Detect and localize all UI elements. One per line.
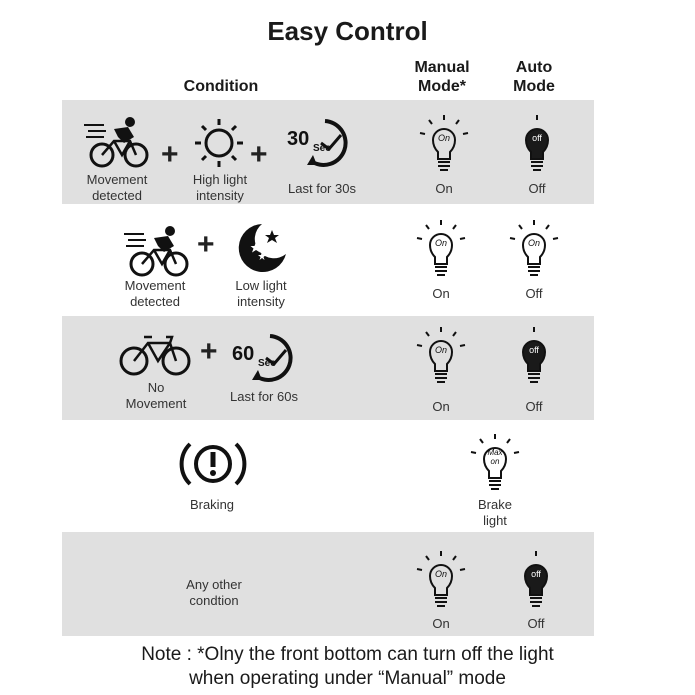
label-last-30s: Last for 30s — [288, 181, 356, 196]
bulb-icon — [505, 325, 563, 389]
timer-value: 60 — [232, 343, 255, 365]
label-no-movement: No Movement — [125, 380, 187, 411]
bulb-icon — [505, 218, 563, 282]
header-auto-line2: Mode — [513, 78, 555, 95]
bulb-text: off — [532, 133, 542, 143]
brake-light-state — [465, 497, 525, 529]
bulb-text: On — [437, 133, 451, 143]
bulb-icon — [412, 218, 470, 282]
header-manual-line1: Manual — [414, 59, 470, 76]
label-last-60s: Last for 60s — [230, 389, 298, 404]
cyclist-icon — [84, 115, 152, 169]
moon-stars-icon — [232, 220, 288, 274]
plus-sign: + — [250, 138, 268, 171]
manual-state: On — [432, 616, 450, 631]
brake-light-line1: Brake — [478, 497, 512, 512]
brake-warning-icon — [178, 436, 248, 492]
page-title: Easy Control — [267, 16, 428, 46]
bulb-icon — [412, 549, 470, 613]
label-any-other-line2: condtion — [189, 593, 239, 608]
auto-state: Off — [525, 399, 543, 414]
bulb-text: On — [434, 238, 448, 248]
sun-icon — [193, 117, 245, 169]
bulb-text: On — [527, 238, 541, 248]
label-movement-detected: Movement detected — [124, 278, 186, 309]
label-low-light: Low light intensity — [235, 278, 287, 309]
label-any-other-condition — [172, 577, 256, 609]
auto-state: Off — [525, 286, 543, 301]
plus-sign: + — [200, 335, 218, 368]
bulb-icon — [507, 549, 565, 613]
bulb-icon — [412, 325, 470, 389]
bulb-text-max: Max — [487, 448, 503, 457]
timer-unit: Sec — [258, 358, 276, 369]
bicycle-icon — [118, 333, 192, 379]
bulb-icon — [415, 113, 473, 177]
bulb-text: On — [434, 345, 448, 355]
bulb-icon — [508, 113, 566, 177]
header-manual-line2: Mode* — [418, 78, 466, 95]
bulb-icon — [466, 432, 524, 496]
label-high-light: High light intensity — [192, 172, 248, 203]
timer-icon — [285, 115, 355, 171]
plus-sign: + — [197, 228, 215, 261]
footnote-line2: when operating under “Manual” mode — [189, 668, 506, 689]
label-any-other-line1: Any other — [186, 577, 242, 592]
timer-value: 30 — [287, 128, 310, 150]
timer-unit: Sec — [313, 143, 331, 154]
plus-sign: + — [161, 138, 179, 171]
bulb-text: On — [434, 569, 448, 579]
label-braking: Braking — [189, 497, 235, 512]
header-auto-line1: Auto — [515, 59, 553, 76]
manual-state: On — [435, 181, 453, 196]
auto-state: Off — [528, 181, 546, 196]
header-auto-mode — [494, 58, 574, 96]
footnote-line1: Note : *Olny the front bottom can turn off the light — [141, 644, 554, 665]
header-condition: Condition — [183, 78, 259, 95]
brake-light-line2: light — [483, 513, 507, 528]
timer-icon — [230, 330, 300, 386]
bulb-text: off — [531, 569, 541, 579]
label-movement-detected: Movement detected — [86, 172, 148, 203]
header-manual-mode — [402, 58, 482, 96]
cyclist-icon — [124, 224, 192, 278]
bulb-text: off — [529, 345, 539, 355]
auto-state: Off — [527, 616, 545, 631]
manual-state: On — [432, 286, 450, 301]
bulb-text-on: on — [490, 457, 500, 466]
footnote — [0, 643, 695, 691]
manual-state: On — [432, 399, 450, 414]
